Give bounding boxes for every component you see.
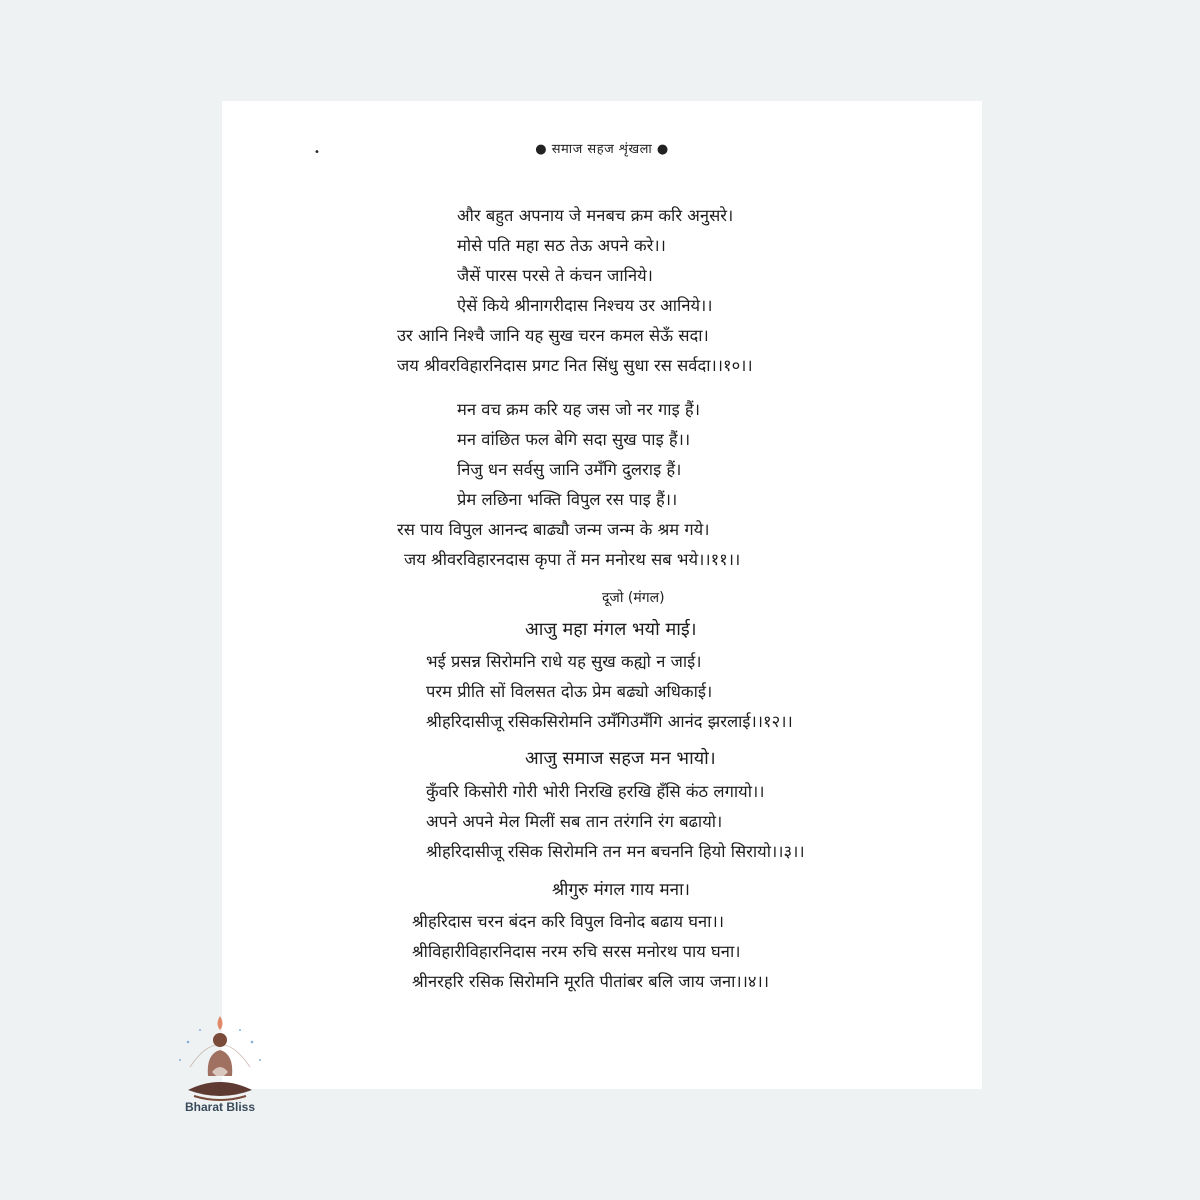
verse-line: उर आनि निश्चै जानि यह सुख चरन कमल सेऊँ सदा। <box>397 326 709 345</box>
verse-line: जैसें पारस परसे ते कंचन जानिये। <box>457 266 653 285</box>
verse-line: श्रीहरिदासीजू रसिक सिरोमनि तन मन बचननि हियो सिरायो।।३।। <box>426 842 805 861</box>
verse-line: मोसे पति महा सठ तेऊ अपने करे।। <box>457 236 666 255</box>
verse-line: श्रीहरिदास चरन बंदन करि विपुल विनोद बढाय घना।। <box>412 912 724 931</box>
verse-line: श्रीगुरु मंगल गाय मना। <box>552 880 690 900</box>
verse-line: भई प्रसन्न सिरोमनि राधे यह सुख कह्यो न जाई। <box>426 652 702 671</box>
verse-line: आजु समाज सहज मन भायो। <box>525 748 716 769</box>
verse-line: ऐसें किये श्रीनागरीदास निश्चय उर आनिये।। <box>457 296 713 315</box>
brand-name: Bharat Bliss <box>184 1100 256 1114</box>
verse-line: मन वांछित फल बेगि सदा सुख पाइ हैं।। <box>457 430 691 449</box>
verse-line: रस पाय विपुल आनन्द बाढ्यौ जन्म जन्म के श्रम गये। <box>397 520 710 539</box>
verse-line: परम प्रीति सों विलसत दोऊ प्रेम बढ्यो अधिकाई। <box>426 682 713 701</box>
verse-line: अपने अपने मेल मिलीं सब तान तरंगनि रंग बढायो। <box>426 812 723 831</box>
page-dot: • <box>314 147 320 158</box>
verse-line: श्रीविहारीविहारनिदास नरम रुचि सरस मनोरथ पाय घना। <box>412 942 741 961</box>
verse-line: जय श्रीवरविहारनिदास प्रगट नित सिंधु सुधा रस सर्वदा।।१०।। <box>397 356 753 375</box>
verse-line: प्रेम लछिना भक्ति विपुल रस पाइ हैं।। <box>457 490 678 509</box>
section-heading: दूजो (मंगल) <box>602 590 665 606</box>
verse-line: श्रीहरिदासीजू रसिकसिरोमनि उमँगिउमँगि आनंद झरलाई।।१२।। <box>426 712 793 731</box>
verse-line: आजु महा मंगल भयो माई। <box>525 619 697 640</box>
verse-line: और बहुत अपनाय जे मनबच क्रम करि अनुसरे। <box>457 206 734 225</box>
verse-line: मन वच क्रम करि यह जस जो नर गाइ हैं। <box>457 400 700 419</box>
verse-line: जय श्रीवरविहारनदास कृपा तें मन मनोरथ सब भये।।११।। <box>404 550 741 569</box>
verse-line: कुँवरि किसोरी गोरी भोरी निरखि हरखि हँसि कंठ लगायो।। <box>426 782 765 801</box>
verse-line: श्रीनरहरि रसिक सिरोमनि मूरति पीतांबर बलि जाय जना।।४।। <box>412 972 769 991</box>
running-header: ● समाज सहज शृंखला ● <box>535 142 669 157</box>
verse-line: निजु धन सर्वसु जानि उमँगि दुलराइ हैं। <box>457 460 682 479</box>
book-page <box>222 101 982 1089</box>
